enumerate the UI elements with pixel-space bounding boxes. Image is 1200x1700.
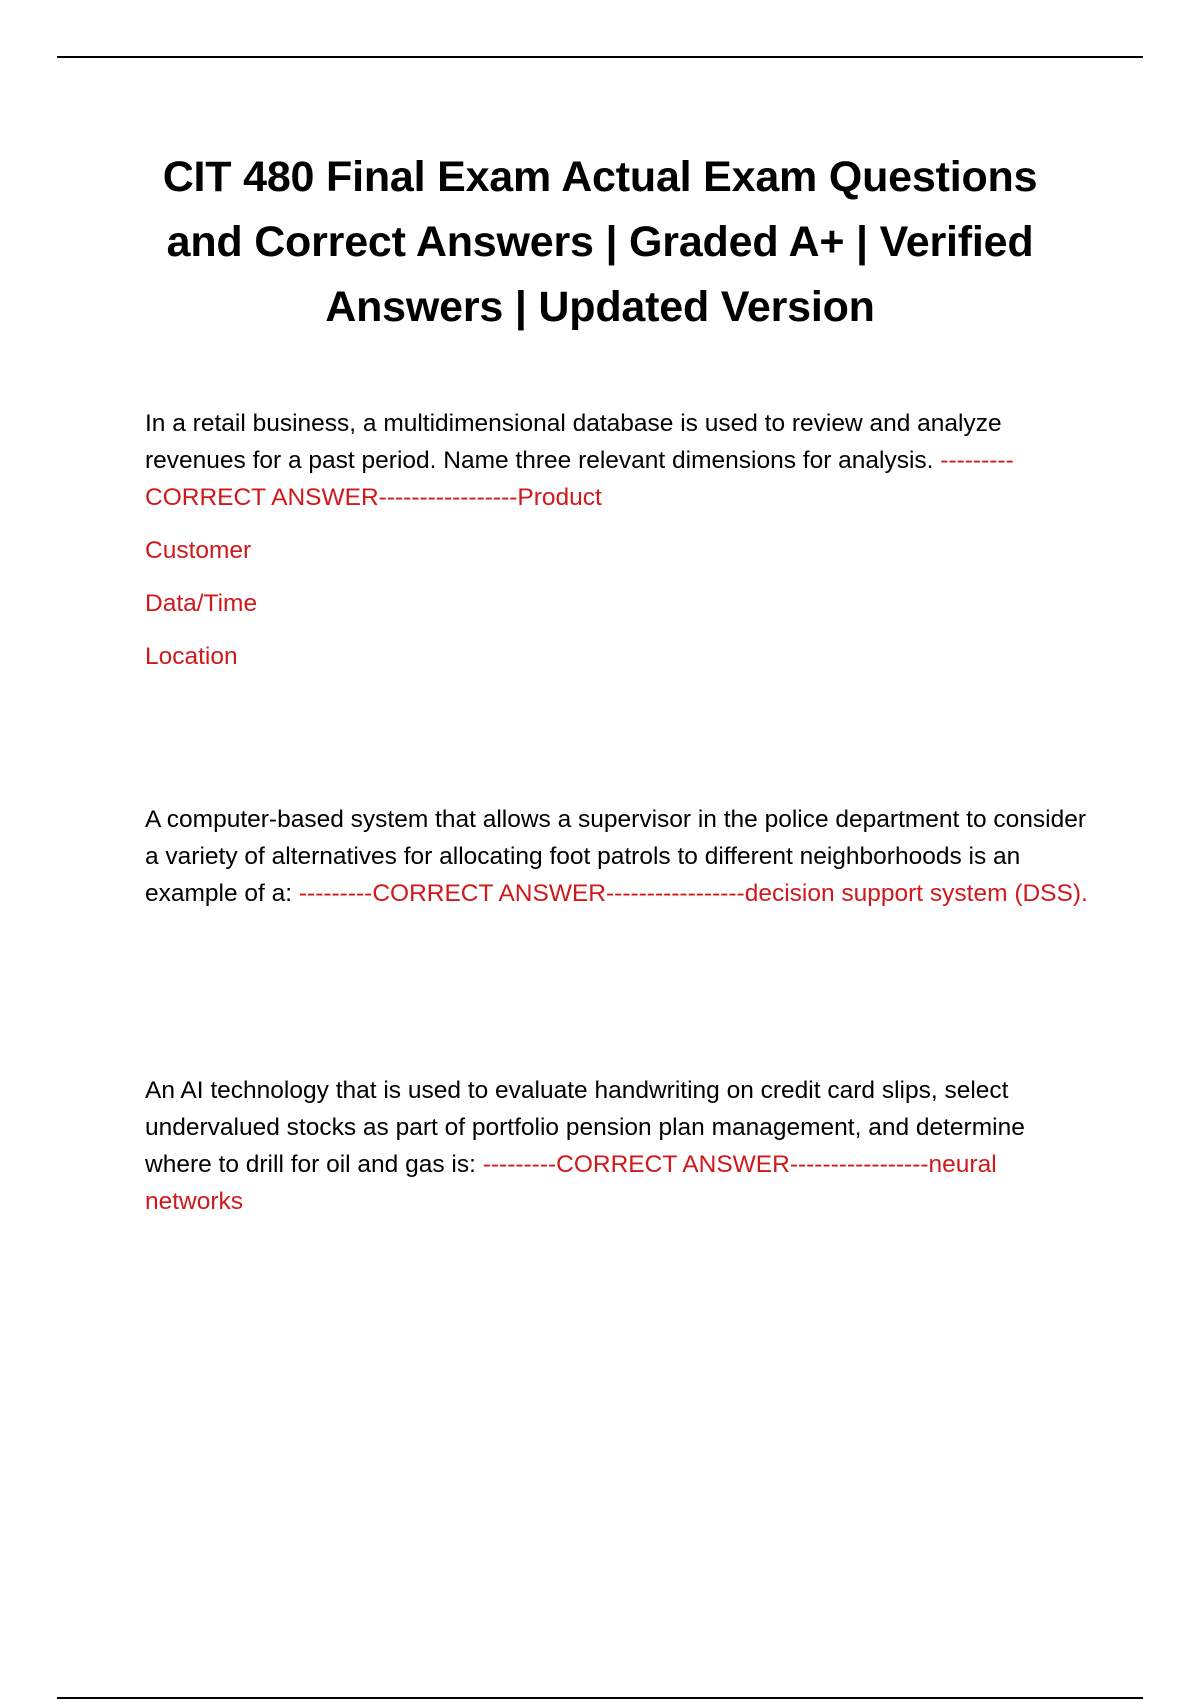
question-prompt: In a retail business, a multidimensional database is used to review and analyze revenues for a past period. Name three relevant dimensions for analysis. xyxy=(145,410,1002,474)
correct-answer: ---------CORRECT ANSWER-----------------Product xyxy=(145,447,1014,511)
question-prompt: An AI technology that is used to evaluate handwriting on credit card slips, select undervalued stocks as part of portfolio pension plan management, and determine where to drill for oil and gas is: xyxy=(145,1077,1025,1178)
answer-line-customer: Customer xyxy=(145,537,252,564)
question-prompt: A computer-based system that allows a supervisor in the police department to consider a variety of alternatives for allocating foot patrols to different neighborhoods is an example of a: xyxy=(145,806,1087,907)
bottom-rule xyxy=(57,1697,1143,1699)
correct-answer: ---------CORRECT ANSWER-----------------neural networks xyxy=(145,1151,997,1215)
page-title: CIT 480 Final Exam Actual Exam Questions and Correct Answers | Graded A+ | Verified Answers | Updated Version xyxy=(162,153,1038,331)
question-block-3 xyxy=(145,1072,1095,1220)
question-text xyxy=(145,1072,1095,1220)
question-block-2 xyxy=(145,801,1095,912)
correct-answer: ---------CORRECT ANSWER-----------------decision support system (DSS). xyxy=(298,880,1088,907)
question-text xyxy=(145,801,1095,912)
question-text xyxy=(145,405,1095,516)
question-block-1 xyxy=(145,405,1095,675)
answer-line-date-time: Data/Time xyxy=(145,590,258,617)
answer-line-location: Location xyxy=(145,643,238,670)
top-rule xyxy=(57,56,1143,58)
